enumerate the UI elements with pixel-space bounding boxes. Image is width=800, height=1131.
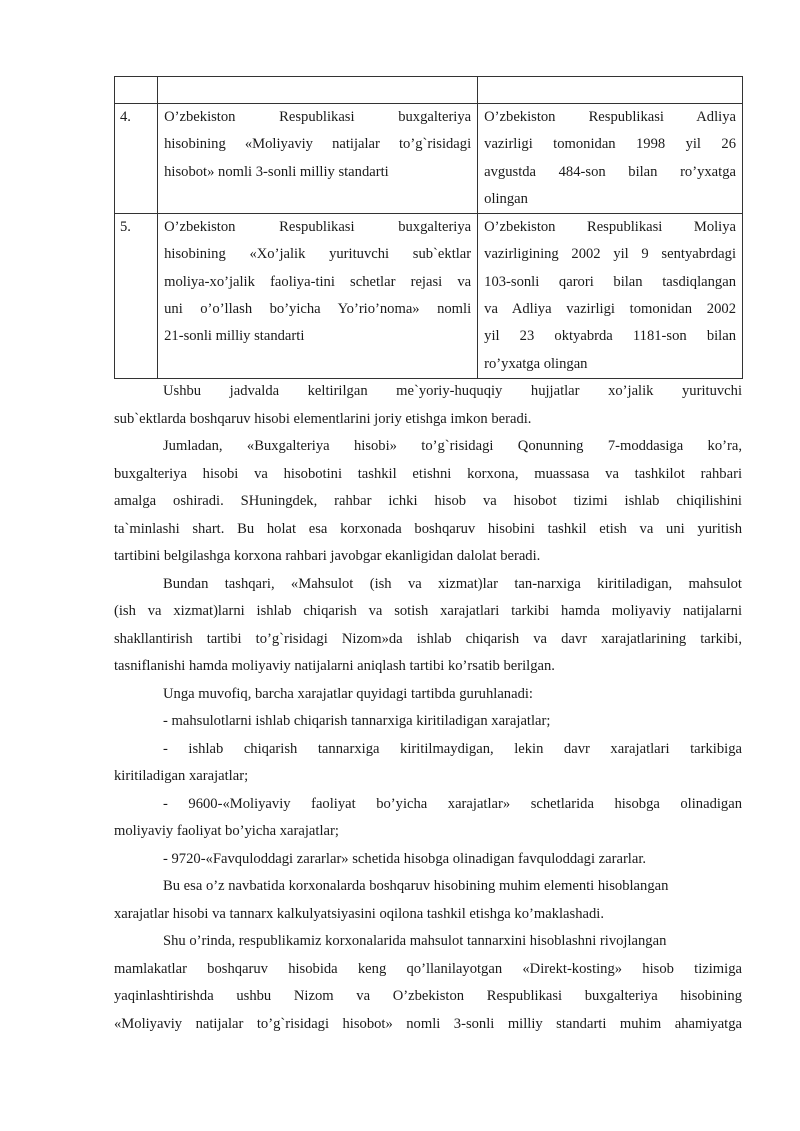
text-line: Shu o’rinda, respublikamiz korxonalarida mahsulot tannarxini hisoblashni rivojlangan [163, 933, 667, 949]
table-empty-cell [158, 77, 478, 104]
text-line: - 9720-«Favquloddagi zararlar» schetida hisobga olinadigan favquloddagi zararlar. [163, 850, 647, 867]
text-line: tasniflanishi hamda moliyaviy natijalarni aniqlash tartibi ko’rsatib berilgan. [114, 658, 555, 674]
text-line: Bu esa o’z navbatida korxonalarda boshqaruv hisobining muhim elementi hisoblangan [163, 878, 669, 894]
table-empty-cell [115, 77, 158, 104]
registration-info [478, 104, 742, 213]
table-empty-cell [478, 77, 743, 104]
text-line: moliyaviy faoliyat bo’yicha xarajatlar; [114, 823, 339, 839]
table-header-row [115, 77, 743, 104]
text-line: ta`minlashi shart. Bu holat esa korxonada boshqaruv hisobini tashkil etish va uni yuritish [114, 520, 742, 537]
text-line: - ishlab chiqarish tannarxiga kiritilmaydigan, lekin davr xarajatlari tarkibiga [163, 740, 742, 757]
cell-line: O’zbekiston Respublikasi Moliya [484, 219, 736, 236]
cell-line: 21-sonli milliy standarti [164, 328, 305, 345]
text-line: xarajatlar hisobi va tannarx kalkulyatsiyasini oqilona tashkil etishga ko’maklashadi. [114, 905, 604, 922]
cell-line: yil 23 oktyabrda 1181-son bilan [484, 328, 736, 345]
text-line: shakllantirish tartibi to’g`risidagi Nizom»da ishlab chiqarish va davr xarajatlarining tarkibi, [114, 630, 742, 647]
cell-line: O’zbekiston Respublikasi Adliya [484, 109, 736, 125]
cell-line: O’zbekiston Respublikasi buxgalteriya [164, 109, 472, 125]
text-line: Jumladan, «Buxgalteriya hisobi» to’g`risidagi Qonunning 7-moddasiga ko’ra, [163, 438, 742, 454]
text-line: «Moliyaviy natijalar to’g`risidagi hisobot» nomli 3-sonli milliy standarti muhim ahamiyatga [114, 1015, 742, 1032]
standards-table [114, 76, 743, 379]
row-number-cell [115, 214, 158, 379]
registration-cell [478, 214, 743, 379]
cell-line: 103-sonli qarori bilan tasdiqlangan [484, 273, 736, 290]
text-line: tartibini belgilashga korxona rahbari javobgar ekanligidan dalolat beradi. [114, 548, 541, 564]
body-text [114, 378, 742, 1038]
row-number-cell [115, 104, 158, 214]
cell-line: vazirligi tomonidan 1998 yil 26 [484, 136, 736, 153]
standards-table-body [115, 77, 743, 379]
text-line: mamlakatlar boshqaruv hisobida keng qo’llanilayotgan «Direkt-kosting» hisob tizimiga [114, 960, 742, 977]
standard-name [158, 104, 477, 186]
text-line: Unga muvofiq, barcha xarajatlar quyidagi tartibda guruhlanadi: [163, 685, 533, 702]
text-line: (ish va xizmat)larni ishlab chiqarish va sotish xarajatlari tarkibi hamda moliyaviy natijalarni [114, 603, 742, 619]
text-line: Bundan tashqari, «Mahsulot (ish va xizmat)lar tan-narxiga kiritiladigan, mahsulot [163, 575, 742, 592]
text-line: - mahsulotlarni ishlab chiqarish tannarxiga kiritiladigan xarajatlar; [163, 713, 551, 729]
text-line: amalga oshiradi. SHuningdek, rahbar ichki hisob va hisobot tizimi ishlab chiqilishini [114, 493, 742, 509]
text-line: yaqinlashtirishda ushbu Nizom va O’zbekiston Respublikasi buxgalteriya hisobining [114, 988, 742, 1004]
text-line: - 9600-«Moliyaviy faoliyat bo’yicha xarajatlar» schetlarida hisobga olinadigan [163, 795, 742, 812]
cell-line: moliya-xo’jalik faoliya-tini schetlar rejasi va [164, 273, 472, 290]
text-line: sub`ektlarda boshqaruv hisobi elementlarini joriy etishga imkon beradi. [114, 410, 532, 427]
cell-line: vazirligining 2002 yil 9 sentyabrdagi [484, 246, 736, 263]
text-line: kiritiladigan xarajatlar; [114, 768, 249, 784]
table-row [115, 214, 743, 379]
standard-name-cell [158, 214, 478, 379]
cell-line: hisobining «Moliyaviy natijalar to’g`risidagi [164, 136, 472, 153]
text-line: Ushbu jadvalda keltirilgan me`yoriy-huquqiy hujjatlar xo’jalik yurituvchi [163, 383, 742, 399]
cell-line: hisobining «Xo’jalik yurituvchi sub`ektlar [164, 246, 472, 263]
table-row [115, 104, 743, 214]
cell-line: avgustda 484-son bilan ro’yxatga [484, 163, 736, 180]
cell-line: olingan [484, 190, 528, 207]
text-line: buxgalteriya hisobi va hisobotini tashkil etishni korxona, muassasa va tashkilot rahbari [114, 465, 742, 482]
cell-line: hisobot» nomli 3-sonli milliy standarti [164, 163, 389, 180]
cell-line: O’zbekiston Respublikasi buxgalteriya [164, 219, 472, 236]
registration-info [478, 214, 742, 378]
cell-line: ro’yxatga olingan [484, 355, 588, 372]
standard-name [158, 214, 477, 350]
row-number: 4. [120, 109, 131, 125]
row-number: 5. [120, 219, 131, 236]
cell-line: uni o’o’llash bo’yicha Yo’rio’noma» nomli [164, 301, 472, 318]
cell-line: va Adliya vazirligi tomonidan 2002 [484, 301, 736, 318]
registration-cell [478, 104, 743, 214]
standard-name-cell [158, 104, 478, 214]
